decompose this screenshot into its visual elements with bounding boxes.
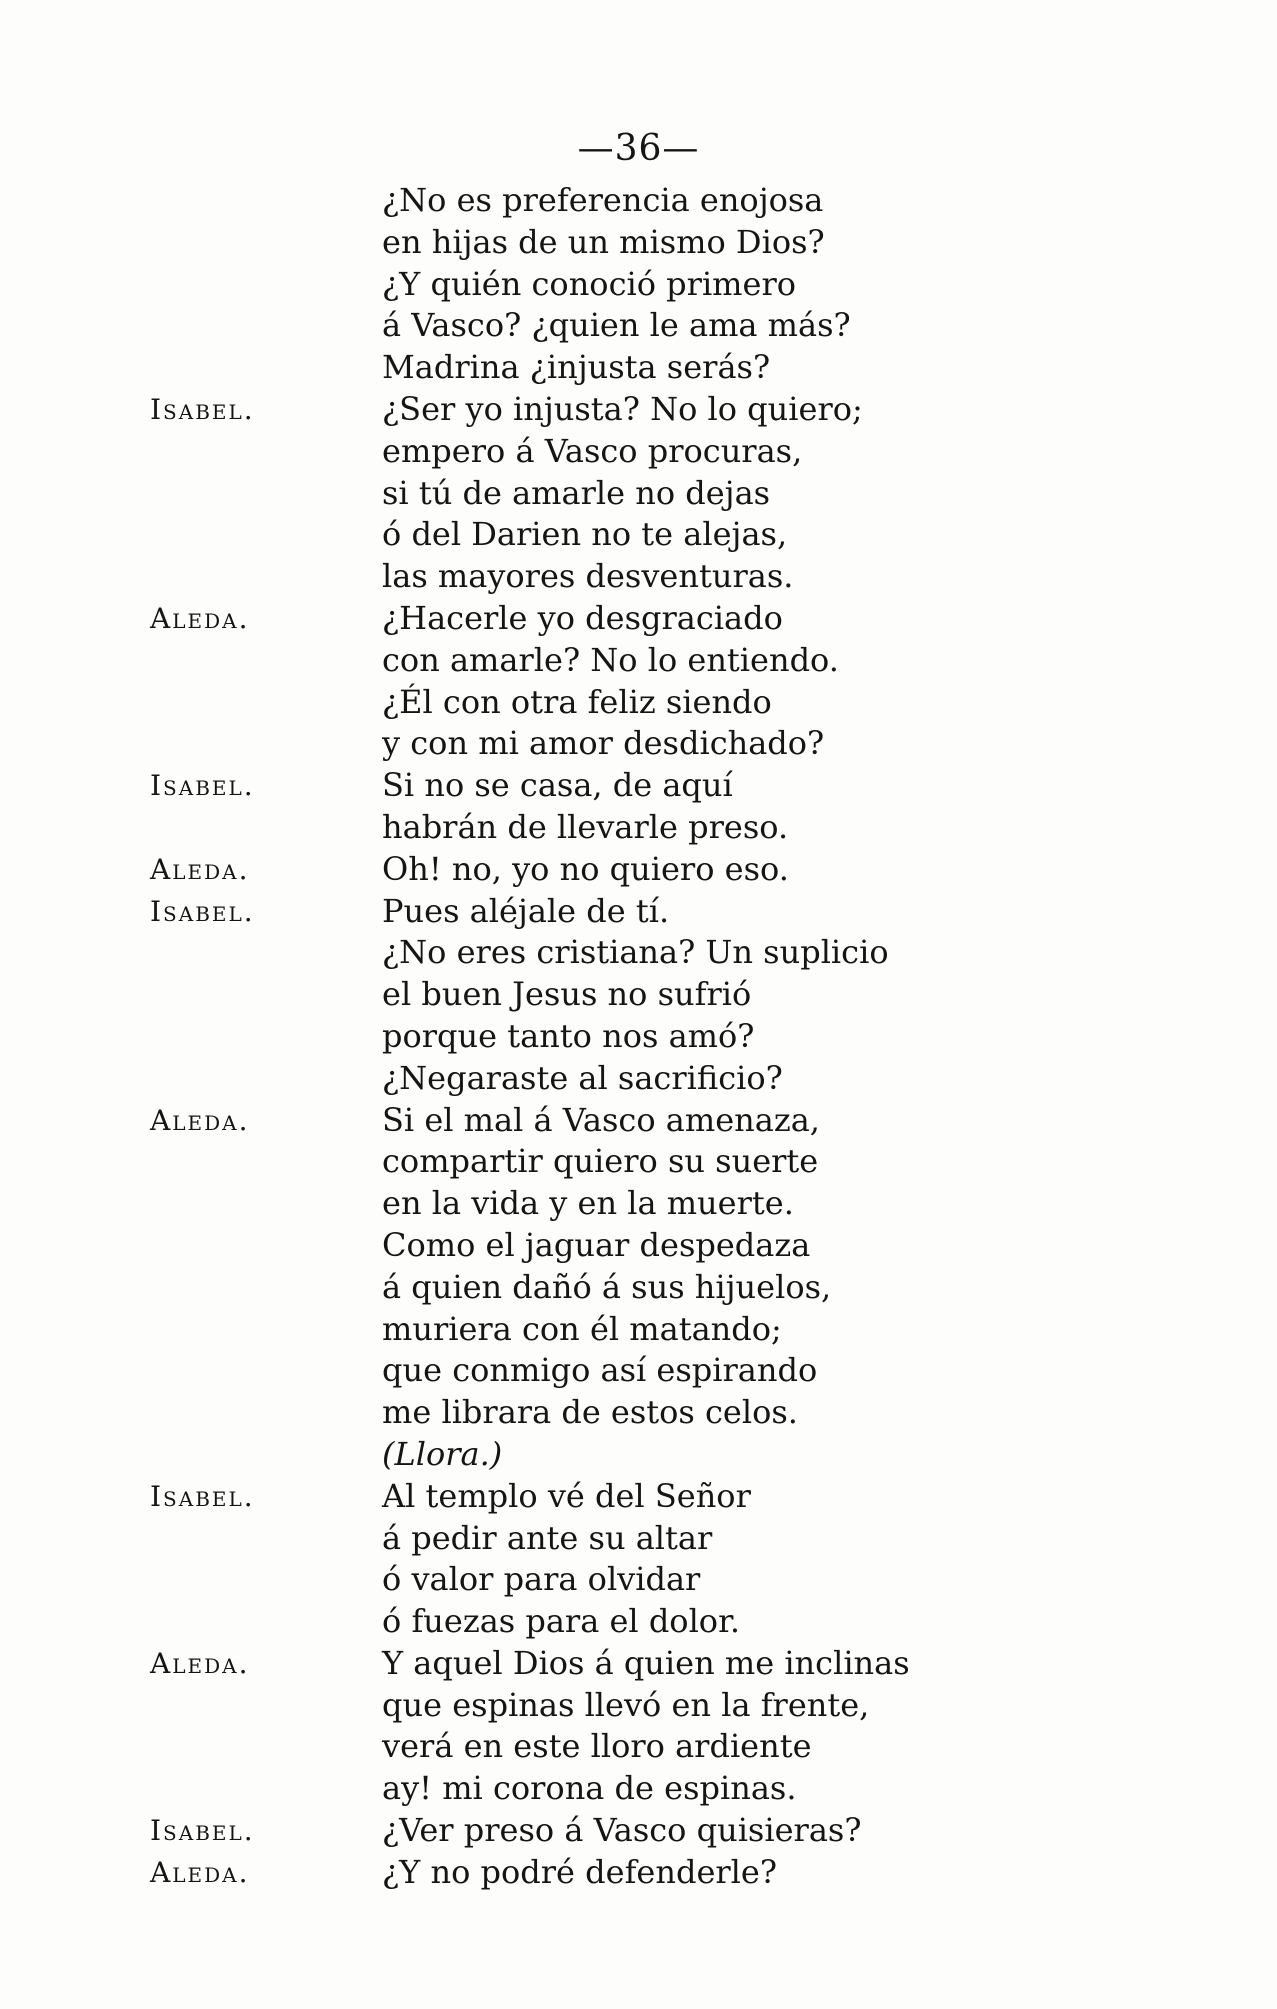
verse-text: habrán de llevarle preso.	[382, 807, 789, 846]
dialogue-line	[150, 640, 1230, 682]
verse-text: con amarle? No lo entiendo.	[382, 640, 839, 679]
dialogue-line	[150, 222, 1230, 264]
dialogue-line	[150, 1559, 1230, 1601]
verse-text: á Vasco? ¿quien le ama más?	[382, 306, 851, 345]
verse-text: y con mi amor desdichado?	[382, 724, 825, 763]
speaker-name: Aleda.	[150, 601, 250, 635]
verse-text: Como el jaguar despedaza	[382, 1225, 811, 1264]
verse-text: á pedir ante su altar	[382, 1518, 713, 1557]
speaker-name: Isabel.	[150, 1814, 255, 1848]
verse-text: ¿No eres cristiana? Un suplicio	[382, 933, 889, 972]
verse-text: ay! mi corona de espinas.	[382, 1769, 797, 1808]
dialogue-line	[150, 598, 1230, 640]
dialogue-line	[150, 1100, 1230, 1142]
verse-text: ó fuezas para el dolor.	[382, 1602, 741, 1641]
dialogue-line	[150, 1016, 1230, 1058]
verse-text: á quien dañó á sus hijuelos,	[382, 1267, 832, 1306]
verse-text: Al templo vé del Señor	[382, 1476, 751, 1515]
dialogue-line	[150, 1768, 1230, 1810]
verse-text: ¿Hacerle yo desgraciado	[382, 598, 783, 637]
verse-text: Si el mal á Vasco amenaza,	[382, 1100, 820, 1139]
dialogue-line	[150, 305, 1230, 347]
dialogue-line	[150, 180, 1230, 222]
dialogue-line	[150, 1058, 1230, 1100]
verse-text: ó valor para olvidar	[382, 1560, 701, 1599]
dialogue-line	[150, 1434, 1230, 1476]
page-number: —36—	[577, 128, 700, 169]
dialogue-text	[150, 180, 1230, 1894]
dialogue-line	[150, 932, 1230, 974]
dialogue-line	[150, 431, 1230, 473]
verse-text: las mayores desventuras.	[382, 557, 794, 596]
dialogue-line	[150, 1392, 1230, 1434]
dialogue-line	[150, 1309, 1230, 1351]
dialogue-line	[150, 891, 1230, 933]
dialogue-line	[150, 1601, 1230, 1643]
verse-text: Pues aléjale de tí.	[382, 891, 670, 930]
speaker-name: Aleda.	[150, 1646, 250, 1680]
verse-text: empero á Vasco procuras,	[382, 431, 803, 470]
dialogue-line	[150, 389, 1230, 431]
verse-text: porque tanto nos amó?	[382, 1016, 755, 1055]
dialogue-line	[150, 347, 1230, 389]
dialogue-line	[150, 1643, 1230, 1685]
verse-text: ¿No es preferencia enojosa	[382, 181, 824, 219]
dialogue-line	[150, 1518, 1230, 1560]
stage-direction: (Llora.)	[382, 1434, 503, 1473]
dialogue-line	[150, 1726, 1230, 1768]
verse-text: compartir quiero su suerte	[382, 1142, 819, 1181]
speaker-name: Isabel.	[150, 894, 255, 928]
verse-text: verá en este lloro ardiente	[382, 1727, 812, 1766]
verse-text: muriera con él matando;	[382, 1309, 782, 1348]
dialogue-line	[150, 1183, 1230, 1225]
dialogue-line	[150, 765, 1230, 807]
verse-text: ¿Y quién conoció primero	[382, 264, 797, 303]
speaker-name: Aleda.	[150, 1855, 250, 1889]
verse-text: ¿Ver preso á Vasco quisieras?	[382, 1811, 862, 1850]
dialogue-line	[150, 514, 1230, 556]
verse-text: el buen Jesus no sufrió	[382, 975, 752, 1014]
speaker-name: Isabel.	[150, 769, 255, 803]
verse-text: en hijas de un mismo Dios?	[382, 222, 825, 261]
verse-text: ¿Ser yo injusta? No lo quiero;	[382, 389, 863, 428]
verse-text: me librara de estos celos.	[382, 1393, 798, 1432]
dialogue-line	[150, 1852, 1230, 1894]
verse-text: que conmigo así espirando	[382, 1351, 818, 1390]
speaker-name: Aleda.	[150, 852, 250, 886]
dialogue-line	[150, 264, 1230, 306]
verse-text: ¿Y no podré defenderle?	[382, 1852, 777, 1891]
verse-text: en la vida y en la muerte.	[382, 1184, 794, 1223]
verse-text: ¿Negaraste al sacrificio?	[382, 1058, 783, 1097]
speaker-name: Isabel.	[150, 1479, 255, 1513]
speaker-name: Aleda.	[150, 1103, 250, 1137]
verse-text: Madrina ¿injusta serás?	[382, 348, 771, 387]
dialogue-line	[150, 556, 1230, 598]
dialogue-line	[150, 974, 1230, 1016]
verse-text: Si no se casa, de aquí	[382, 766, 733, 805]
dialogue-line	[150, 1141, 1230, 1183]
dialogue-line	[150, 807, 1230, 849]
dialogue-line	[150, 1476, 1230, 1518]
dialogue-line	[150, 849, 1230, 891]
dialogue-line	[150, 1810, 1230, 1852]
speaker-name: Isabel.	[150, 392, 255, 426]
verse-text: Y aquel Dios á quien me inclinas	[382, 1643, 910, 1682]
dialogue-line	[150, 723, 1230, 765]
dialogue-line	[150, 1267, 1230, 1309]
dialogue-line	[150, 473, 1230, 515]
dialogue-line	[150, 1225, 1230, 1267]
verse-text: si tú de amarle no dejas	[382, 473, 771, 512]
verse-text: ó del Darien no te alejas,	[382, 515, 788, 554]
verse-text: Oh! no, yo no quiero eso.	[382, 849, 789, 888]
dialogue-line	[150, 1350, 1230, 1392]
verse-text: que espinas llevó en la frente,	[382, 1685, 870, 1724]
dialogue-line	[150, 682, 1230, 724]
dialogue-line	[150, 1685, 1230, 1727]
verse-text: ¿Él con otra feliz siendo	[382, 682, 772, 721]
